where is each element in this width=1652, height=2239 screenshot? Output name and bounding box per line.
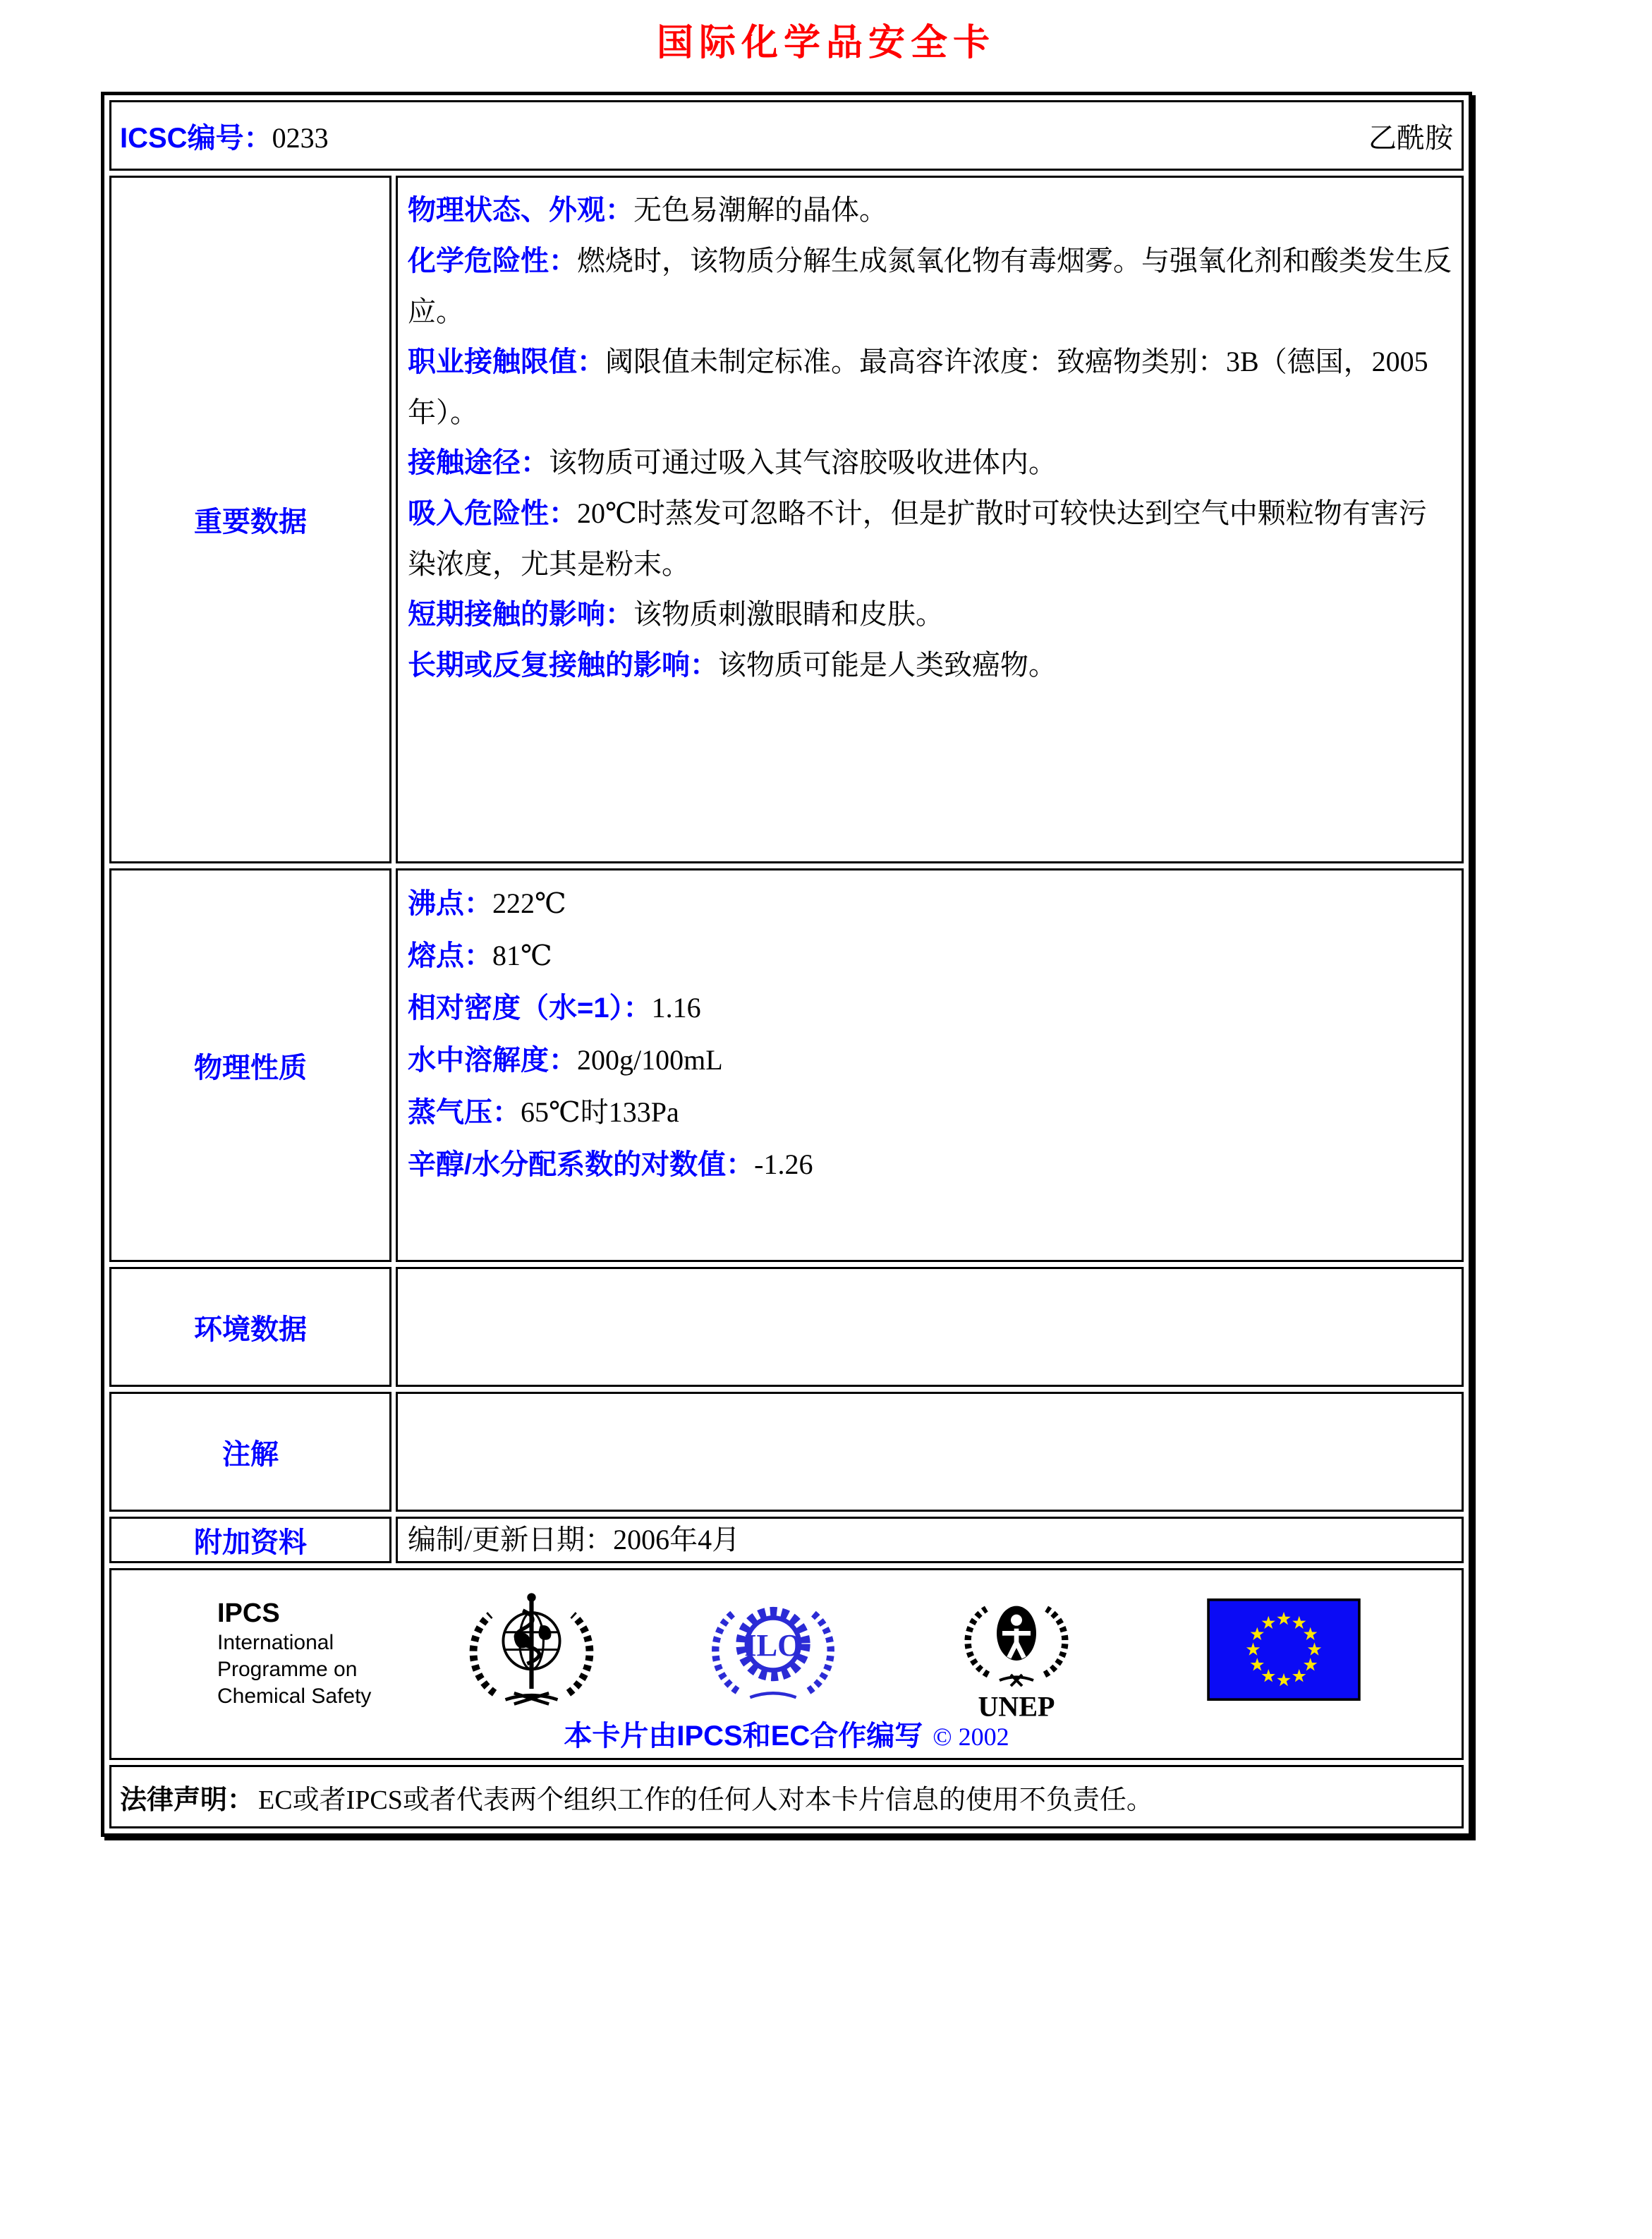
physical-property-line <box>408 1034 1452 1086</box>
eu-flag-icon <box>1207 1598 1361 1704</box>
notes-section-label: 注解 <box>109 1392 391 1512</box>
environmental-data-section-label: 环境数据 <box>109 1267 391 1387</box>
physical-properties-section-label: 物理性质 <box>109 868 391 1262</box>
field-value: 1.16 <box>651 992 701 1024</box>
field-label: 沸点： <box>408 888 492 919</box>
important-data-line <box>408 185 1452 236</box>
ipcs-line: International <box>217 1631 334 1654</box>
ipcs-abbr: IPCS <box>217 1598 280 1628</box>
physical-properties-content <box>396 868 1464 1262</box>
environmental-data-row <box>109 1267 1464 1387</box>
notes-row <box>109 1392 1464 1512</box>
field-value: 无色易潮解的晶体。 <box>633 194 887 226</box>
who-logo-icon <box>466 1584 597 1718</box>
important-data-line <box>408 336 1452 437</box>
field-label: 相对密度（水=1）： <box>408 993 652 1024</box>
physical-property-line <box>408 1086 1452 1139</box>
legal-text: EC或者IPCS或者代表两个组织工作的任何人对本卡片信息的使用不负责任。 <box>258 1785 1153 1815</box>
icsc-card <box>101 92 1472 1837</box>
header-row <box>109 100 1464 171</box>
physical-property-line <box>408 982 1452 1034</box>
field-label: 蒸气压： <box>408 1097 521 1128</box>
unep-logo-text: UNEP <box>978 1690 1055 1723</box>
legal-label: 法律声明： <box>120 1785 255 1815</box>
field-value: 该物质可能是人类致癌物。 <box>718 649 1057 681</box>
legal-row <box>109 1765 1464 1828</box>
field-label: 职业接触限值： <box>408 346 605 377</box>
ipcs-line: Programme on <box>217 1658 358 1681</box>
icsc-number-group <box>120 116 329 156</box>
update-date-label: 编制/更新日期： <box>408 1524 614 1555</box>
physical-property-line <box>408 878 1452 930</box>
important-data-line <box>408 437 1452 488</box>
field-label: 短期接触的影响： <box>408 599 633 630</box>
ipcs-line: Chemical Safety <box>217 1685 372 1708</box>
physical-property-line <box>408 930 1452 982</box>
credit-line <box>111 1713 1462 1754</box>
important-data-section-label: 重要数据 <box>109 176 391 863</box>
notes-content <box>396 1392 1464 1512</box>
unep-logo-icon <box>960 1584 1073 1726</box>
field-label: 水中溶解度： <box>408 1045 577 1076</box>
field-value: -1.26 <box>754 1148 813 1180</box>
field-value: 65℃时133Pa <box>521 1096 679 1128</box>
field-value: 200g/100mL <box>577 1044 723 1076</box>
field-value: 81℃ <box>492 940 552 971</box>
field-value: 燃烧时，该物质分解生成氮氧化物有毒烟雾。与强氧化剂和酸类发生反应。 <box>408 245 1452 327</box>
chemical-name: 乙酰胺 <box>1368 121 1453 154</box>
credit-copyright: © 2002 <box>933 1723 1009 1751</box>
field-value: 该物质刺激眼睛和皮肤。 <box>633 598 944 630</box>
header-cell <box>109 100 1464 171</box>
physical-property-line <box>408 1139 1452 1191</box>
physical-properties-row <box>109 868 1464 1262</box>
update-date-value: 2006年4月 <box>613 1524 741 1555</box>
field-value: 该物质可通过吸入其气溶胶吸收进体内。 <box>549 447 1057 478</box>
icsc-number-value: 0233 <box>272 121 329 154</box>
field-label: 化学危险性： <box>408 245 577 277</box>
page-title: 国际化学品安全卡 <box>656 23 995 63</box>
field-label: 接触途径： <box>408 447 549 478</box>
field-label: 熔点： <box>408 940 492 971</box>
logos-row <box>109 1568 1464 1760</box>
icsc-number-label: ICSC编号： <box>120 122 272 154</box>
important-data-line <box>408 589 1452 640</box>
field-value: 阈限值未制定标准。最高容许浓度：致癌物类别：3B（德国，2005年）。 <box>408 346 1428 428</box>
field-label: 辛醇/水分配系数的对数值： <box>408 1149 755 1180</box>
additional-info-content <box>396 1517 1464 1563</box>
field-value: 222℃ <box>492 887 566 919</box>
field-label: 长期或反复接触的影响： <box>408 650 718 681</box>
field-label: 吸入危险性： <box>408 498 577 529</box>
ilo-logo-icon <box>710 1584 837 1713</box>
important-data-line <box>408 640 1452 691</box>
ipcs-text-block <box>217 1597 371 1710</box>
ilo-logo-text: ILO <box>744 1627 803 1663</box>
logos-cell <box>109 1568 1464 1760</box>
field-label: 物理状态、外观： <box>408 195 633 226</box>
important-data-line <box>408 488 1452 589</box>
legal-cell <box>109 1765 1464 1828</box>
additional-info-row <box>109 1517 1464 1563</box>
additional-info-section-label: 附加资料 <box>109 1517 391 1563</box>
important-data-line <box>408 236 1452 336</box>
field-value: 20℃时蒸发可忽略不计，但是扩散时可较快达到空气中颗粒物有害污染浓度，尤其是粉末。 <box>408 497 1427 580</box>
credit-text: 本卡片由IPCS和EC合作编写 <box>564 1721 923 1752</box>
important-data-row <box>109 176 1464 863</box>
environmental-data-content <box>396 1267 1464 1387</box>
important-data-content <box>396 176 1464 863</box>
